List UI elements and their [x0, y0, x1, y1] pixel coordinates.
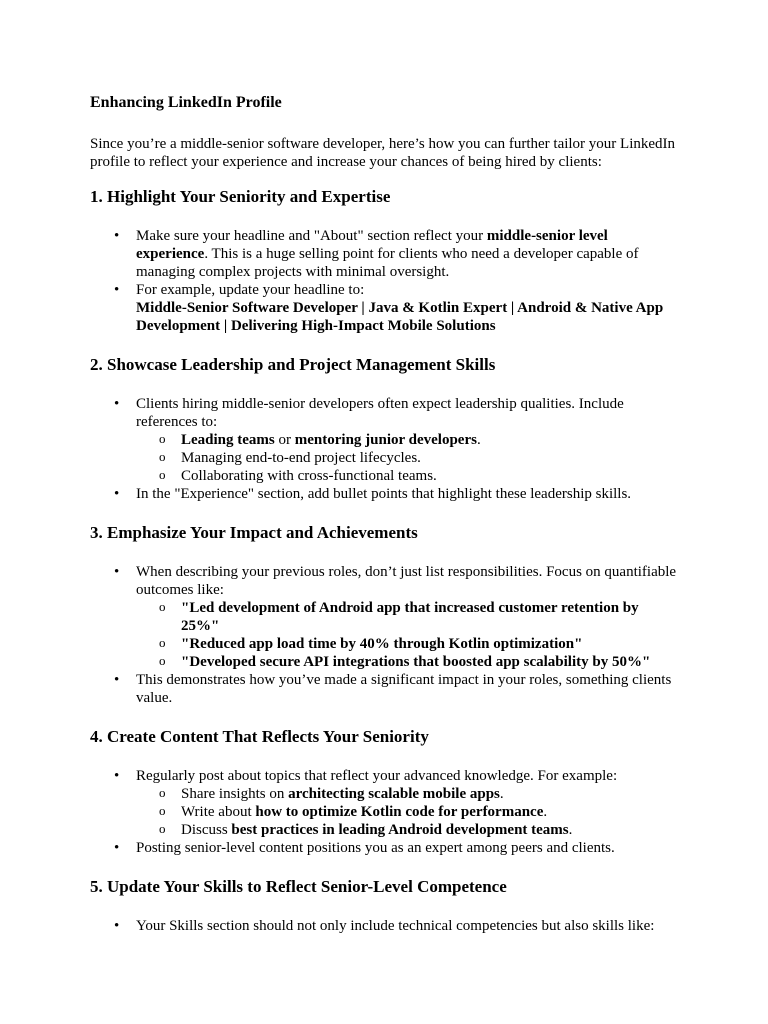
intro-paragraph: Since you’re a middle-senior software developer, here’s how you can further tailor your LinkedIn profile to reflect your experience and increase your chances of being hired by clients: [90, 136, 676, 170]
sub-list [136, 431, 678, 485]
bold-text: middle-senior level experience [136, 228, 608, 262]
sub-list [136, 785, 678, 839]
sub-list-item [181, 785, 678, 803]
list-item [136, 227, 678, 281]
section-3-list [90, 563, 678, 707]
section-5-list [90, 917, 678, 935]
text: For example, update your headline to: [136, 282, 365, 298]
text: Discuss [181, 822, 232, 838]
sub-list-item [181, 803, 678, 821]
list-item [136, 281, 678, 335]
section-4-list [90, 767, 678, 857]
bold-text: best practices in leading Android development teams [231, 822, 569, 838]
sub-list-item: o Managing end-to-end project lifecycles. [181, 449, 678, 467]
text: . [543, 804, 548, 820]
bold-text: architecting scalable mobile apps [288, 786, 500, 802]
bold-text: how to optimize Kotlin code for performance [255, 804, 544, 820]
text: or [274, 432, 295, 448]
sub-list-item [181, 431, 678, 449]
sub-list [136, 599, 678, 671]
section-1-heading: 1. Highlight Your Seniority and Expertise [90, 187, 391, 206]
list-item [136, 395, 678, 485]
list-item: • In the "Experience" section, add bullet points that highlight these leadership skills. [136, 485, 678, 503]
sub-list-item [181, 653, 678, 671]
bold-text: mentoring junior developers [294, 432, 477, 448]
list-item [136, 563, 678, 671]
bold-text: "Reduced app load time by 40% through Kotlin optimization" [181, 636, 583, 652]
text: . [476, 432, 481, 448]
text: . This is a huge selling point for clients who need a developer capable of managing complex projects with minimal oversight. [136, 246, 639, 280]
text: . [499, 786, 504, 802]
section-2-list [90, 395, 678, 503]
text: . [568, 822, 573, 838]
bold-text: "Developed secure API integrations that boosted app scalability by 50%" [181, 654, 651, 670]
text: When describing your previous roles, don’t just list responsibilities. Focus on quantifiable outcomes like: [136, 564, 677, 598]
list-item [136, 767, 678, 839]
text: Clients hiring middle-senior developers often expect leadership qualities. Include references to: [136, 396, 624, 430]
text: Share insights on [181, 786, 289, 802]
text: Regularly post about topics that reflect your advanced knowledge. For example: [136, 768, 618, 784]
section-2-heading: 2. Showcase Leadership and Project Management Skills [90, 355, 496, 374]
sub-list-item [181, 599, 678, 635]
section-1-list [90, 227, 678, 335]
list-item: • Posting senior-level content positions you as an expert among peers and clients. [136, 839, 678, 857]
sub-list-item [181, 821, 678, 839]
section-3-heading: 3. Emphasize Your Impact and Achievements [90, 523, 418, 542]
section-4-heading: 4. Create Content That Reflects Your Seniority [90, 727, 429, 746]
headline-example: Middle-Senior Software Developer | Java & Kotlin Expert | Android & Native App Development | Delivering High-Impact Mobile Solutions [136, 300, 664, 334]
section-5-heading: 5. Update Your Skills to Reflect Senior-Level Competence [90, 877, 507, 896]
bold-text: Leading teams [181, 432, 275, 448]
list-item: • Your Skills section should not only include technical competencies but also skills like: [136, 917, 678, 935]
text: Make sure your headline and "About" section reflect your [136, 228, 487, 244]
text: Write about [181, 804, 256, 820]
sub-list-item: o Collaborating with cross-functional teams. [181, 467, 678, 485]
list-item: • This demonstrates how you’ve made a significant impact in your roles, something clients value. [136, 671, 678, 707]
sub-list-item [181, 635, 678, 653]
bold-text: "Led development of Android app that increased customer retention by 25%" [181, 600, 639, 634]
document-title: Enhancing LinkedIn Profile [90, 94, 282, 111]
